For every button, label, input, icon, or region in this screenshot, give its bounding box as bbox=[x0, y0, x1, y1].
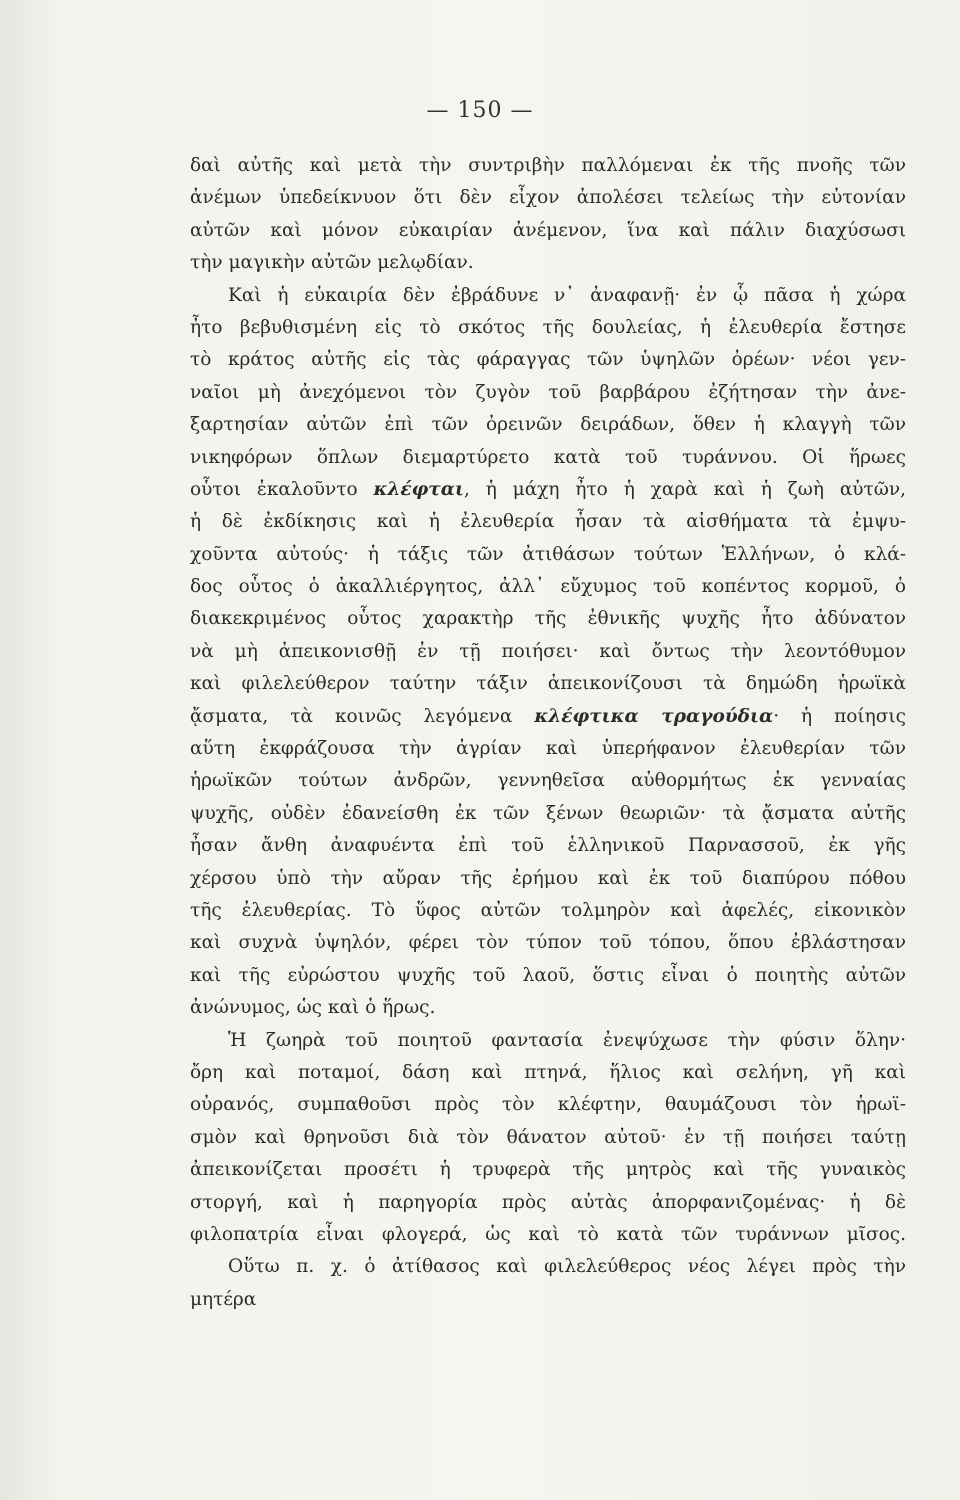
text-line bbox=[190, 668, 906, 700]
text-segment: χοῦντα αὐτούς· ἡ τάξις τῶν ἀτιθάσων τούτων Ἑλλήνων, ὁ κλά- bbox=[190, 543, 906, 565]
text-line bbox=[190, 1154, 906, 1186]
text-segment: ἦσαν ἄνθη ἀναφυέντα ἐπὶ τοῦ ἑλληνικοῦ Παρνασσοῦ, ἐκ γῆς bbox=[190, 835, 906, 857]
text-line bbox=[190, 1187, 906, 1219]
text-line bbox=[190, 409, 906, 441]
page-number: — 150 — bbox=[426, 98, 534, 123]
text-line bbox=[190, 377, 906, 409]
text-segment: νὰ μὴ ἀπεικονισθῇ ἐν τῇ ποιήσει· καὶ ὄντως τὴν λεοντόθυμον bbox=[190, 640, 906, 662]
text-line bbox=[190, 992, 906, 1024]
text-line bbox=[190, 344, 906, 376]
text-segment: τῆς ἐλευθερίας. Τὸ ὕφος αὐτῶν τολμηρὸν καὶ ἀφελές, εἰκονικὸν bbox=[190, 899, 906, 921]
text-line bbox=[190, 733, 906, 765]
text-segment: ψυχῆς, οὐδὲν ἐδανείσθη ἐκ τῶν ξένων θεωριῶν· τὰ ᾄσματα αὐτῆς bbox=[190, 802, 906, 824]
text-segment: τὸ κράτος αὐτῆς εἰς τὰς φάραγγας τῶν ὑψηλῶν ὀρέων· νέοι γεν- bbox=[190, 349, 906, 371]
text-segment: οὗτοι ἐκαλοῦντο bbox=[190, 478, 374, 500]
text-segment: καὶ φιλελεύθερον ταύτην τάξιν ἀπεικονίζουσι τὰ δημώδη ἡρωϊκὰ bbox=[190, 673, 906, 695]
text-segment: Οὕτω π. χ. ὁ ἀτίθασος καὶ φιλελεύθερος νέος λέγει πρὸς τὴν bbox=[228, 1256, 906, 1278]
text-segment: στοργή, καὶ ἡ παρηγορία πρὸς αὐτὰς ἀπορφανιζομένας· ἡ δὲ bbox=[190, 1191, 906, 1213]
text-segment: ἀπεικονίζεται προσέτι ἡ τρυφερὰ τῆς μητρὸς καὶ τῆς γυναικὸς bbox=[190, 1159, 906, 1181]
text-line bbox=[190, 830, 906, 862]
body-text bbox=[190, 150, 906, 1316]
text-line bbox=[190, 863, 906, 895]
text-line bbox=[190, 895, 906, 927]
text-segment: σμὸν καὶ θρηνοῦσι διὰ τὸν θάνατον αὐτοῦ· ἐν τῇ ποιήσει ταύτῃ bbox=[190, 1126, 906, 1148]
text-line bbox=[190, 571, 906, 603]
text-line bbox=[190, 1089, 906, 1121]
text-segment: τὴν μαγικὴν αὐτῶν μελῳδίαν. bbox=[190, 252, 474, 274]
text-segment: οὐρανός, συμπαθοῦσι πρὸς τὸν κλέφτην, θαυμάζουσι τὸν ἡρωϊ- bbox=[190, 1094, 906, 1116]
text-line bbox=[190, 927, 906, 959]
text-segment: · ἡ ποίησις bbox=[773, 705, 906, 727]
text-segment: ξαρτησίαν αὐτῶν ἐπὶ τῶν ὀρεινῶν δειράδων, ὅθεν ἡ κλαγγὴ τῶν bbox=[190, 414, 906, 436]
text-segment: ἦτο βεβυθισμένη εἰς τὸ σκότος τῆς δουλείας, ἡ ἐλευθερία ἔστησε bbox=[190, 316, 906, 338]
text-line bbox=[190, 603, 906, 635]
text-segment: δος οὗτος ὁ ἀκαλλιέργητος, ἀλλ᾽ εὔχυμος τοῦ κοπέντος κορμοῦ, ὁ bbox=[190, 576, 906, 598]
text-line bbox=[190, 474, 906, 506]
text-segment: ἡ δὲ ἐκδίκησις καὶ ἡ ἐλευθερία ἦσαν τὰ αἰσθήματα τὰ ἐμψυ- bbox=[190, 511, 906, 533]
text-segment: ναῖοι μὴ ἀνεχόμενοι τὸν ζυγὸν τοῦ βαρβάρου ἐζήτησαν τὴν ἀνε- bbox=[190, 381, 906, 403]
text-line bbox=[190, 215, 906, 247]
text-line bbox=[190, 506, 906, 538]
text-segment: αὐτῶν καὶ μόνον εὐκαιρίαν ἀνέμενον, ἵνα καὶ πάλιν διαχύσωσι bbox=[190, 219, 906, 241]
text-line bbox=[190, 765, 906, 797]
text-line bbox=[190, 539, 906, 571]
text-line bbox=[190, 1122, 906, 1154]
text-segment: Ἡ ζωηρὰ τοῦ ποιητοῦ φαντασία ἐνεψύχωσε τὴν φύσιν ὅλην· bbox=[228, 1029, 906, 1051]
text-line bbox=[190, 960, 906, 992]
text-line bbox=[190, 636, 906, 668]
text-segment: , ἡ μάχη ἦτο ἡ χαρὰ καὶ ἡ ζωὴ αὐτῶν, bbox=[463, 478, 907, 500]
text-line bbox=[190, 312, 906, 344]
text-line bbox=[190, 798, 906, 830]
text-segment: ἀνώνυμος, ὡς καὶ ὁ ἥρως. bbox=[190, 997, 436, 1019]
text-segment: φιλοπατρία εἶναι φλογερά, ὡς καὶ τὸ κατὰ τῶν τυράννων μῖσος. bbox=[190, 1223, 906, 1245]
text-segment: ᾄσματα, τὰ κοινῶς λεγόμενα bbox=[190, 705, 535, 727]
emphasized-term: κλέφτικα τραγούδια bbox=[534, 705, 774, 727]
text-line bbox=[190, 442, 906, 474]
text-segment: μητέρα bbox=[190, 1288, 257, 1310]
text-segment: ἡρωϊκῶν τούτων ἀνδρῶν, γεννηθεῖσα αὐθορμήτως ἐκ γενναίας bbox=[190, 770, 906, 792]
text-segment: καὶ τῆς εὐρώστου ψυχῆς τοῦ λαοῦ, ὅστις εἶναι ὁ ποιητὴς αὐτῶν bbox=[190, 964, 906, 986]
text-line bbox=[190, 280, 906, 312]
text-segment: χέρσου ὑπὸ τὴν αὔραν τῆς ἐρήμου καὶ ἐκ τοῦ διαπύρου πόθου bbox=[190, 867, 906, 889]
text-segment: καὶ συχνὰ ὑψηλόν, φέρει τὸν τύπον τοῦ τόπου, ὅπου ἐβλάστησαν bbox=[190, 932, 906, 954]
text-line bbox=[190, 1284, 906, 1316]
text-line bbox=[190, 1025, 906, 1057]
text-segment: Καὶ ἡ εὐκαιρία δὲν ἐβράδυνε ν᾽ ἀναφανῇ· ἐν ᾧ πᾶσα ἡ χώρα bbox=[228, 284, 906, 306]
text-line bbox=[190, 182, 906, 214]
text-line bbox=[190, 247, 906, 279]
text-line bbox=[190, 1057, 906, 1089]
text-segment: νικηφόρων ὅπλων διεμαρτύρετο κατὰ τοῦ τυράννου. Οἱ ἥρωες bbox=[190, 446, 906, 468]
text-line bbox=[190, 1219, 906, 1251]
text-segment: δαὶ αὐτῆς καὶ μετὰ τὴν συντριβὴν παλλόμεναι ἐκ τῆς πνοῆς τῶν bbox=[190, 155, 906, 176]
text-line bbox=[190, 150, 906, 182]
emphasized-term: κλέφται bbox=[373, 478, 464, 500]
text-line bbox=[190, 701, 906, 733]
text-segment: ὄρη καὶ ποταμοί, δάση καὶ πτηνά, ἥλιος καὶ σελήνη, γῆ καὶ bbox=[190, 1061, 906, 1083]
text-segment: ἀνέμων ὑπεδείκνυον ὅτι δὲν εἶχον ἀπολέσει τελείως τὴν εὐτονίαν bbox=[190, 187, 906, 209]
text-segment: αὕτη ἐκφράζουσα τὴν ἀγρίαν καὶ ὑπερήφανον ἐλευθερίαν τῶν bbox=[190, 738, 906, 760]
text-segment: διακεκριμένος οὗτος χαρακτὴρ τῆς ἐθνικῆς ψυχῆς ἦτο ἀδύνατον bbox=[190, 608, 906, 630]
text-line bbox=[190, 1251, 906, 1283]
